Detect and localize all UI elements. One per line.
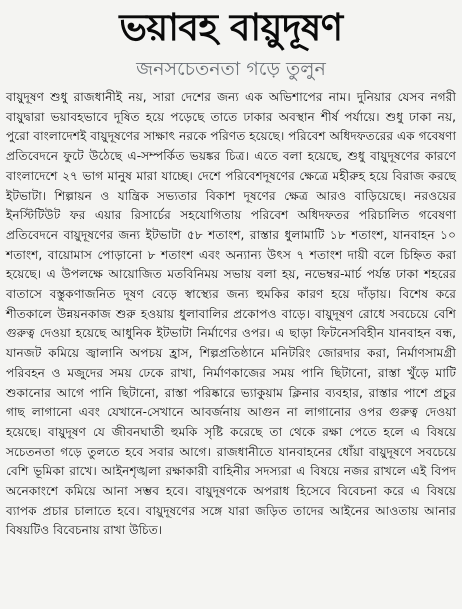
subheading: জনসচেতনতা গড়ে তুলুন xyxy=(136,58,326,80)
headline: ভয়াবহ বায়ুদূষণ xyxy=(119,6,343,49)
article-body xyxy=(6,88,456,541)
article-paragraph: বায়ুদূষণ শুধু রাজধানীই নয়, সারা দেশের জন্য এক অভিশাপের নাম। দুনিয়ার যেসব নগরী বায়ুদ্বারা ভয়াবহভাবে দূষিত হয়ে পড়েছে তাতে ঢাকার অবস্থান শীর্ষ পর্যায়ে। শুধু ঢাকা নয়, পুরো বাংলাদেশই বায়ুদূষণের সাক্ষাৎ নরকে পরিণত হয়েছে। পরিবেশ অধিদফতরের এক গবেষণা প্রতিবেদনে ফুটে উঠেছে এ-সম্পর্কিত ভয়ঙ্কর চিত্র। এতে বলা হয়েছে, শুধু বায়ুদূষণের কারণে বাংলাদেশে ২৭ ভাগ মানুষ মারা যাচ্ছে। দেশে পরিবেশদূষণের ক্ষেত্রে মহীরুহ হয়ে বিরাজ করছে ইটভাটা। শিল্পায়ন ও যান্ত্রিক সভ্যতার বিকাশ দূষণের ক্ষেত্র আরও বাড়িয়েছে। নরওয়ের ইনস্টিটিউট ফর এয়ার রিসার্চের সহযোগিতায় পরিবেশ অধিদফতর পরিচালিত গবেষণা প্রতিবেদনে বায়ুদূষণের জন্য ইটভাটা ৫৮ শতাংশ, রাস্তার ধুলামাটি ১৮ শতাংশ, যানবাহন ১০ শতাংশ, বায়োমাস পোড়ানো ৮ শতাংশ এবং অন্যান্য উৎস ৭ শতাংশ দায়ী বলে চিহ্নিত করা হয়েছে। এ উপলক্ষে আয়োজিত মতবিনিময় সভায় বলা হয়, নভেম্বর-মার্চ পর্যন্ত ঢাকা শহরের বাতাসে বস্তুকণাজনিত দূষণ বেড়ে স্বাস্থ্যের জন্য হুমকির কারণ হয়ে দাঁড়ায়। বিশেষ করে শীতকালে উন্নয়নকাজ শুরু হওয়ায় ধুলাবালির প্রকোপও বাড়ে। বায়ুদূষণ রোধে সবচেয়ে বেশি গুরুত্ব দেওয়া হয়েছে আধুনিক ইটভাটা নির্মাণের ওপর। এ ছাড়া ফিটনেসবিহীন যানবাহন বন্ধ, যানজট কমিয়ে জ্বালানি অপচয় হ্রাস, শিল্পপ্রতিষ্ঠানে মনিটরিং জোরদার করা, নির্মাণসামগ্রী পরিবহন ও মজুদের সময় ঢেকে রাখা, নির্মাণকাজের সময় পানি ছিটানো, রাস্তা খুঁড়ে মাটি শুকানোর আগে পানি ছিটানো, রাস্তা পরিষ্কারে ভ্যাকুয়াম ক্লিনার ব্যবহার, রাস্তার পাশে প্রচুর গাছ লাগানো এবং যেখানে-সেখানে আবর্জনায় আগুন না লাগানোর ওপর গুরুত্ব দেওয়া হয়েছে। বায়ুদূষণ যে জীবনঘাতী হুমকি সৃষ্টি করেছে তা থেকে রক্ষা পেতে হলে এ বিষয়ে সচেতনতা গড়ে তুলতে হবে সবার আগে। রাজধানীতে যানবাহনের ধোঁয়া বায়ুদূষণে সবচেয়ে বেশি ভূমিকা রাখে। আইনশৃঙ্খলা রক্ষাকারী বাহিনীর সদস্যরা এ বিষয়ে নজর রাখলে এই বিপদ অনেকাংশে কমিয়ে আনা সম্ভব হবে। বায়ুদূষণকে অপরাধ হিসেবে বিবেচনা করে এ বিষয়ে ব্যাপক প্রচার চালাতে হবে। বায়ুদূষণের সঙ্গে যারা জড়িত তাদের আইনের আওতায় আনার বিষয়টিও বিবেচনায় রাখা উচিত। xyxy=(6,90,456,538)
